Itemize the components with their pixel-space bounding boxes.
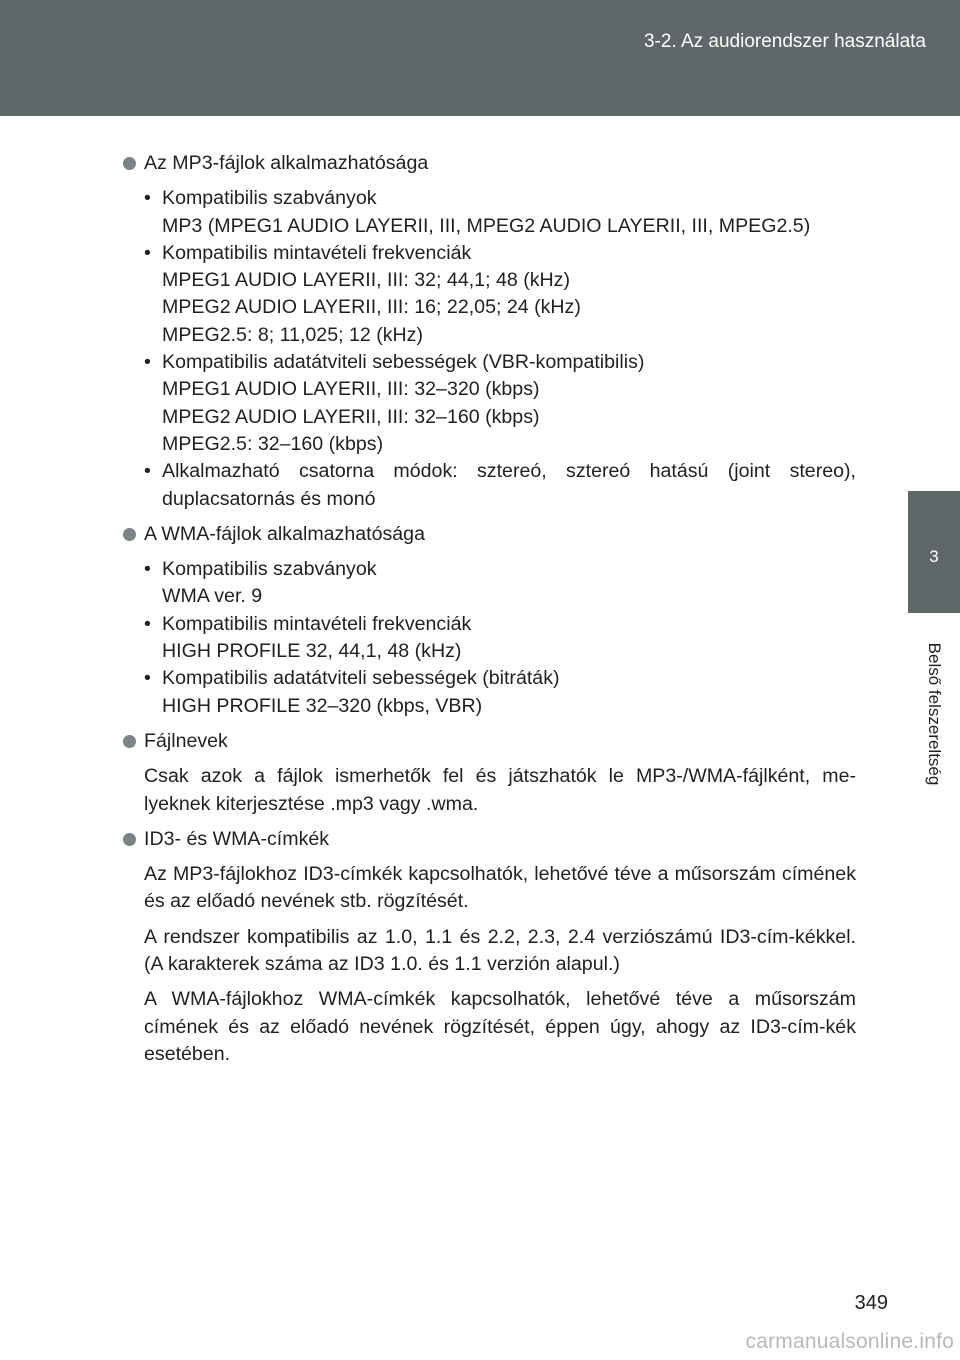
section-heading xyxy=(120,826,856,853)
list-item-detail: MPEG1 AUDIO LAYERII, III: 32; 44,1; 48 (kHz) xyxy=(162,269,570,292)
list-item-detail: MPEG2.5: 8; 11,025; 12 (kHz) xyxy=(162,323,424,346)
bullet-marker: • xyxy=(144,558,151,581)
list-item-detail: HIGH PROFILE 32, 44,1, 48 (kHz) xyxy=(162,640,462,663)
chapter-label: Belső felszereltség xyxy=(925,642,944,786)
header-band xyxy=(0,0,960,116)
list-item-title: Alkalmazható csatorna módok: sztereó, sztereó hatású (joint stereo), duplacsatornás és monó xyxy=(162,460,856,510)
list-item-title: Kompatibilis adatátviteli sebességek (bitráták) xyxy=(162,667,560,690)
section xyxy=(120,728,856,818)
bullet-circle-icon xyxy=(123,157,136,170)
list-item xyxy=(120,185,856,240)
watermark: carmanualsonline.info xyxy=(745,1330,954,1353)
list-item-title: Kompatibilis adatátviteli sebességek (VBR-kompatibilis) xyxy=(162,351,645,374)
bullet-marker: • xyxy=(144,351,151,374)
main-content xyxy=(120,150,856,1076)
chapter-tab xyxy=(908,491,960,613)
list-item xyxy=(120,458,856,513)
list-item-detail: MPEG2 AUDIO LAYERII, III: 32–160 (kbps) xyxy=(162,405,540,428)
section xyxy=(120,521,856,720)
list-item-detail: MP3 (MPEG1 AUDIO LAYERII, III, MPEG2 AUDIO LAYERII, III, MPEG2.5) xyxy=(162,214,811,237)
page-number: 349 xyxy=(854,1292,888,1314)
section xyxy=(120,826,856,1068)
list-item xyxy=(120,556,856,611)
bullet-marker: • xyxy=(144,612,151,635)
bullet-circle-icon xyxy=(123,735,136,748)
body-paragraph: A WMA-fájlokhoz WMA-címkék kapcsolhatók, lehetővé téve a műsorszám címének és az előadó nevének rögzítését, éppen úgy, ahogy az ID3-cím-kék esetében. xyxy=(144,988,856,1065)
body-paragraph: Az MP3-fájlokhoz ID3-címkék kapcsolhatók, lehetővé téve a műsorszám címének és az előadó nevének stb. rögzítését. xyxy=(144,863,856,913)
section-heading-text: Az MP3-fájlok alkalmazhatósága xyxy=(144,152,429,174)
section-title: 3-2. Az audiorendszer használata xyxy=(643,31,926,52)
body-paragraph: Csak azok a fájlok ismerhetők fel és játszhatók le MP3-/WMA-fájlként, me-lyeknek kiterjesztése .mp3 vagy .wma. xyxy=(144,765,856,815)
section-heading xyxy=(120,150,856,177)
list-item-detail: MPEG1 AUDIO LAYERII, III: 32–320 (kbps) xyxy=(162,378,540,401)
list-item-detail: WMA ver. 9 xyxy=(162,585,263,608)
list-item xyxy=(120,240,856,349)
body-paragraph: A rendszer kompatibilis az 1.0, 1.1 és 2.2, 2.3, 2.4 verziószámú ID3-cím-kékkel. (A karakterek száma az ID3 1.0. és 1.1 verzión alapul.) xyxy=(144,925,856,976)
bullet-list xyxy=(120,556,856,720)
bullet-circle-icon xyxy=(123,833,136,846)
bullet-circle-icon xyxy=(123,528,136,541)
list-item-detail: MPEG2 AUDIO LAYERII, III: 16; 22,05; 24 (kHz) xyxy=(162,296,581,319)
bullet-marker: • xyxy=(144,460,151,483)
section-heading-text: A WMA-fájlok alkalmazhatósága xyxy=(144,522,425,545)
section-heading xyxy=(120,728,856,755)
section-heading-text: ID3- és WMA-címkék xyxy=(144,827,330,850)
bullet-list xyxy=(120,185,856,513)
section xyxy=(120,150,856,513)
list-item xyxy=(120,349,856,458)
list-item-detail: HIGH PROFILE 32–320 (kbps, VBR) xyxy=(162,694,483,717)
bullet-marker: • xyxy=(144,241,151,264)
bullet-marker: • xyxy=(144,187,151,210)
list-item-title: Kompatibilis mintavételi frekvenciák xyxy=(162,241,472,264)
section-heading-text: Fájlnevek xyxy=(144,729,228,752)
list-item xyxy=(120,611,856,666)
list-item-title: Kompatibilis szabványok xyxy=(162,558,377,581)
list-item-title: Kompatibilis mintavételi frekvenciák xyxy=(162,612,472,635)
list-item xyxy=(120,665,856,720)
list-item-title: Kompatibilis szabványok xyxy=(162,187,377,210)
chapter-number: 3 xyxy=(929,547,939,566)
list-item-detail: MPEG2.5: 32–160 (kbps) xyxy=(162,432,384,455)
section-heading xyxy=(120,521,856,548)
bullet-marker: • xyxy=(144,667,151,690)
